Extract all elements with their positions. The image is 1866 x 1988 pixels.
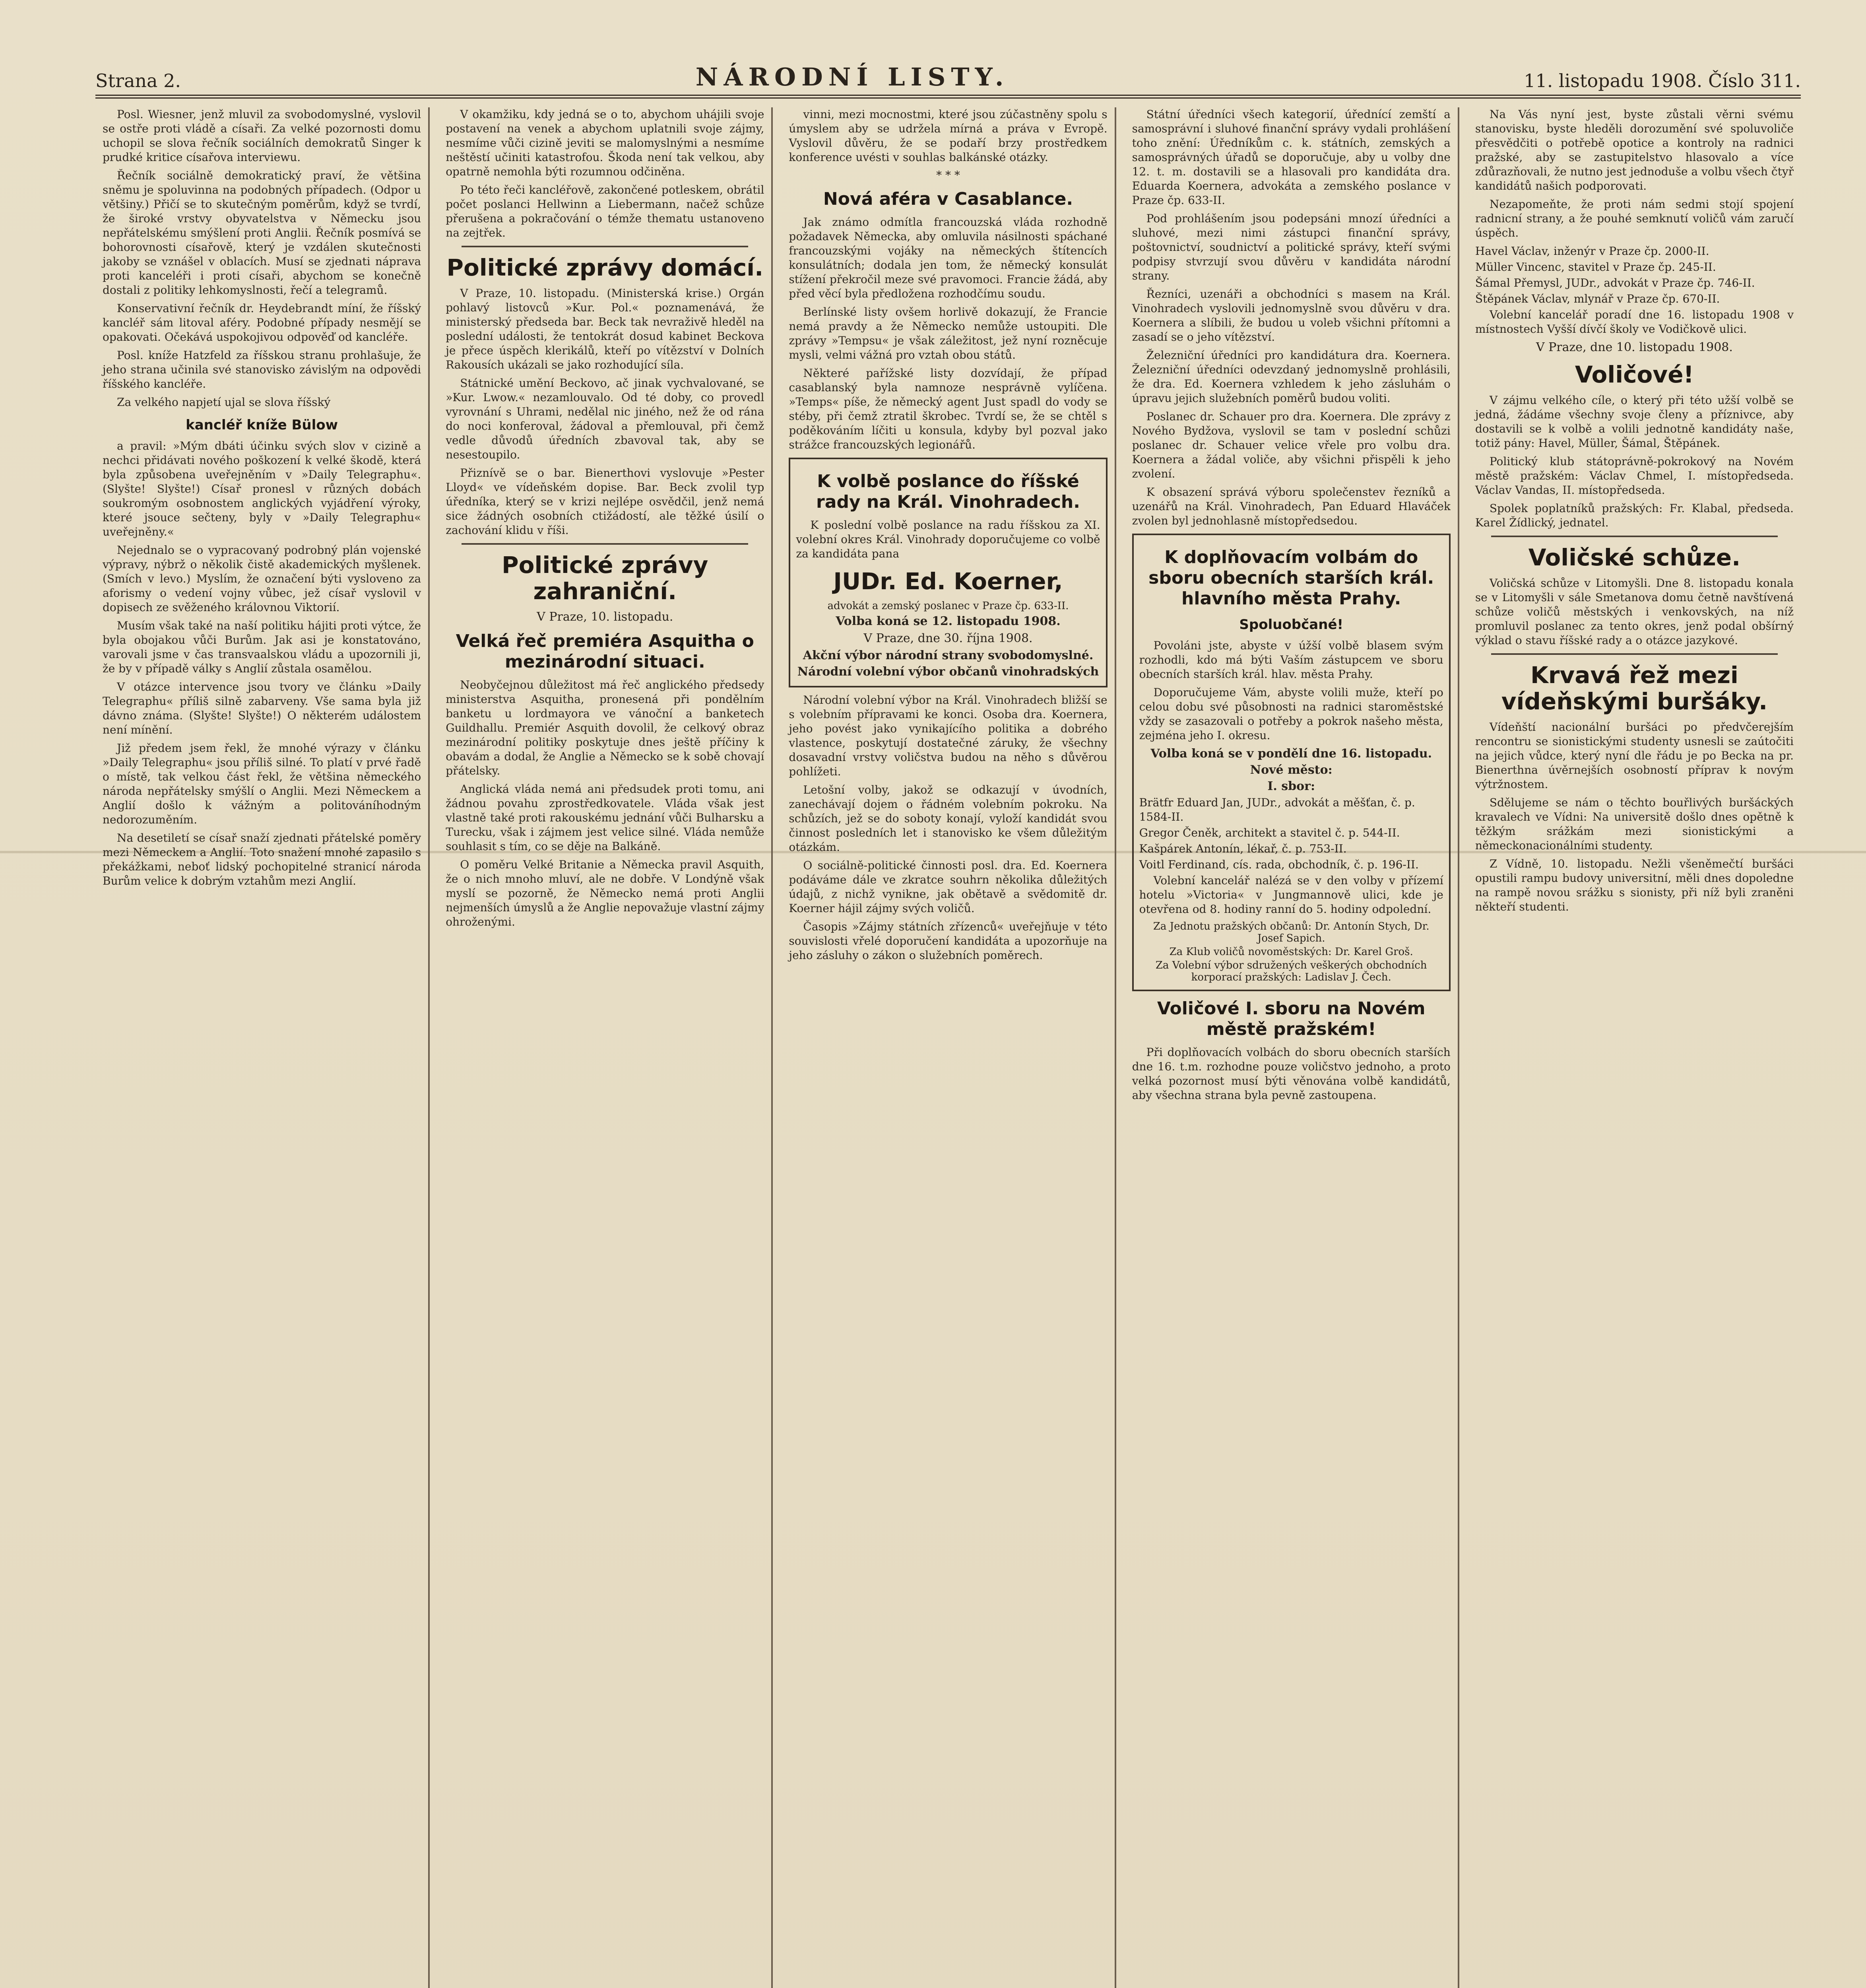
article-paragraph: Jak známo odmítla francouzská vláda rozhodně požadavek Německa, aby omluvila násilnosti spáchané francouzskými vojáky na německých štítencích konsulátních; dodala jen tom, že německý konsulát stížení překročil meze své pravomoci. Francie žádá, aby před věcí byla předložena rozhodčímu soudu. bbox=[789, 215, 1108, 300]
article-paragraph: V otázce intervence jsou tvory ve článku »Daily Telegraphu« příliš silně zabarveny. Vše sama byla již dávno známa. (Slyšte! Slyšte!) O některém událostem není mínění. bbox=[103, 680, 421, 736]
advert-text: Volební kancelář nalézá se v den volby v přízemí hotelu »Victoria« v Jungmannově ulici, kde je otevřena od 8. hodiny ranní do 5. hodiny odpolední. bbox=[1139, 874, 1443, 916]
article-paragraph: Politický klub státoprávně-pokrokový na Novém městě pražském: Václav Chmel, I. místopředseda. Václav Vandas, II. místopředseda. bbox=[1475, 455, 1794, 497]
article-paragraph: Státní úředníci všech kategorií, úřednící zemští a samosprávní i sluhové finanční správy vydali prohlášení toho znění: Úředníkům c. k. státních, zemských a samosprávných úřadů se doporučuje, aby u volby dne 12. t. m. dostavili se a hlasovali pro kandidáta dra. Eduarda Koernera, advokáta a zemského poslance v Praze čp. 633-II. bbox=[1132, 108, 1451, 207]
column-5 bbox=[1468, 107, 1801, 1988]
article-paragraph: vinni, mezi mocnostmi, které jsou zúčastněny spolu s úmyslem aby se udržela mírná a práva v Evropě. Vyslovil důvěru, že se podaří brzy prostředkem konference uvésti v souhlas balkánské otázky. bbox=[789, 108, 1108, 164]
advert-heading: K volbě poslance do říšské rady na Král. Vinohradech. bbox=[816, 471, 1080, 512]
candidate-title: advokát a zemský poslanec v Praze čp. 633-II. bbox=[827, 600, 1069, 612]
article-heading: Nová aféra v Casablance. bbox=[823, 189, 1073, 209]
article-paragraph: Pod prohlášením jsou podepsáni mnozí úředníci a sluhové, mezi nimi zástupci finanční správy, poštovnictví, soudnictví a politické správy, kteří svými podpisy stvrzují svou důvěru v kandidáta národní strany. bbox=[1132, 212, 1451, 282]
advert-salutation: Spoluobčané! bbox=[1239, 617, 1344, 633]
article-paragraph: Po této řeči kancléřově, zakončené potleskem, obrátil počet poslanci Hellwinn a Liebermann, načež schůze přerušena a pokračování o témže thematu ustanoveno na zejtřek. bbox=[446, 183, 764, 239]
committee-signature: Národní volební výbor občanů vinohradských bbox=[797, 665, 1099, 679]
advert-text: Povoláni jste, abyste v úžší volbě blasem svým rozhodli, kdo má býti Vaším zástupcem ve sboru obecních starších král. hlav. města Prahy. bbox=[1139, 639, 1443, 681]
column-2 bbox=[438, 107, 773, 1988]
signature-block: Za Klub voličů novoměstských: Dr. Karel Groš. bbox=[1169, 946, 1413, 958]
article-paragraph: Řečník sociálně demokratický praví, že většina sněmu je spoluvinna na podobných případech. (Odpor u většiny.) Přičí se to skutečným poměrům, když se tvrdí, že široké vrstvy obyvatelstva v Německu jsou nepřátelskému smýšlení proti Anglii. Řečník posmívá se bohorovnosti císařově, který je vzdálen skutečnosti jakoby se vznášel v oblacích. Musí se zjednati náprava proti kanceléři i proti císaři, abychom se konečně dostali z politiky lehkomyslnosti, řečí a telegramů. bbox=[103, 169, 421, 297]
candidate-entry: Gregor Čeněk, architekt a stavitel č. p. 544-II. bbox=[1139, 826, 1400, 839]
candidate-entry: Šámal Přemysl, JUDr., advokát v Praze čp. 746-II. bbox=[1475, 276, 1755, 289]
section-heading: Politické zprávy domácí. bbox=[446, 254, 764, 281]
signature-block: Za Volební výbor sdružených veškerých obchodních korporací pražských: Ladislav J. Čech. bbox=[1155, 959, 1427, 983]
municipal-election-advert bbox=[1132, 534, 1451, 991]
article-paragraph: Již předem jsem řekl, že mnohé výrazy v článku »Daily Telegraphu« jsou příliš silné. To platí v prvé řadě o místě, tak velkou část řekl, že většina německého národa nepřátelsky smýšlí o Anglii. Mezi Německem a Anglií došlo k vážným a politováníhodným nedorozuměním. bbox=[103, 742, 421, 826]
article-paragraph: V zájmu velkého cíle, o který při této užší volbě se jedná, žádáme všechny svoje členy a příznivce, aby dostavili se k volbě a volili jednotně kandidáty naše, totiž pány: Havel, Müller, Šámal, Štěpánek. bbox=[1475, 394, 1794, 450]
masthead bbox=[95, 60, 1801, 99]
section-rule bbox=[1491, 536, 1778, 537]
article-heading: Velká řeč premiéra Asquitha o mezinárodní situaci. bbox=[456, 631, 754, 672]
article-paragraph: Anglická vláda nemá ani předsudek proti tomu, ani žádnou povahu zprostředkovatele. Vláda však jest vlastně také proti rakouskému jednání vůči Bulharsku a Turecku, však i zájmem jest velice silné. Vláda nemůže souhlasit s tím, co se děje na Balkáně. bbox=[446, 782, 764, 853]
candidate-entry: Brätfr Eduard Jan, JUDr., advokát a měšťan, č. p. 1584-II. bbox=[1139, 796, 1415, 823]
column-1 bbox=[95, 107, 430, 1988]
article-paragraph: Z Vídně, 10. listopadu. Nežli všeněmečtí buršáci opustili rampu budovy universitní, měli dnes dopoledne na rampě novou srážku s sionisty, při níž byli zraněni někteří studenti. bbox=[1475, 857, 1794, 913]
article-paragraph: Letošní volby, jakož se odkazují v úvodních, zanechávají dojem o řádném volebním pokroku. Na schůzích, jež se do soboty konají, vyloží kandidát svou činnost posledních let i stanovisko ke všem důležitým otázkám. bbox=[789, 783, 1108, 854]
advert-heading: Voličové I. sboru na Novém městě pražském! bbox=[1157, 998, 1426, 1039]
article-paragraph: Na desetiletí se císař snaží zjednati přátelské poměry mezi Německem a Anglií. Toto snažení mnohé zapasilo s překážkami, neboť lidský pochopitelné stranicí národa Burům velice k dobrým vztahům mezi Anglií. bbox=[103, 831, 421, 887]
columns bbox=[95, 107, 1801, 1988]
article-heading: Krvavá řež mezi vídeňskými buršáky. bbox=[1501, 662, 1768, 715]
article-paragraph: Volební kancelář poradí dne 16. listopadu 1908 v místnostech Vyšší dívčí školy ve Vodičkově ulici. bbox=[1475, 308, 1794, 336]
page-number: Strana 2. bbox=[95, 70, 181, 91]
dateline: V Praze, dne 10. listopadu 1908. bbox=[1536, 340, 1733, 354]
issue-date: 11. listopadu 1908. Číslo 311. bbox=[1524, 70, 1801, 91]
article-paragraph: Časopis »Zájmy státních zřízenců« uveřejňuje v této souvislosti vřelé doporučení kandidáta a upozorňuje na jeho zásluhy o zákon o služebních poměrech. bbox=[789, 920, 1108, 962]
article-paragraph: O sociálně-politické činnosti posl. dra. Ed. Koernera podáváme dále ve zkratce souhrn několika důležitých údajů, z nichž vynikne, jak obětavě a svědomitě dr. Koerner hájil zájmy svých voličů. bbox=[789, 859, 1108, 915]
section-heading: Voličské schůze. bbox=[1528, 544, 1741, 571]
election-date: Volba koná se v pondělí dne 16. listopadu. bbox=[1150, 747, 1432, 761]
district-label: Nové město: bbox=[1250, 763, 1333, 777]
candidate-name: JUDr. Ed. Koerner, bbox=[833, 568, 1063, 595]
article-paragraph: Posl. kníže Hatzfeld za říšskou stranu prohlašuje, že jeho strana učinila své stanovisko závislým na odpovědi říšského kancléře. bbox=[103, 349, 421, 390]
signature-block: Za Jednotu pražských občanů: Dr. Antonín Stych, Dr. Josef Sapich. bbox=[1153, 920, 1430, 944]
article-paragraph: Neobyčejnou důležitost má řeč anglického předsedy ministerstva Asquitha, pronesená při pondělním banketu u lordmayora ve vánoční a banketech Guildhallu. Premiér Asquith dovolil, že celkový obraz mezinárodní politiky poskytuje dnes ještě příčiny k obavám a dodal, že Anglie a Německo se k sobě chovají přátelsky. bbox=[446, 678, 764, 777]
article-paragraph: Státnické umění Beckovo, ač jinak vychvalované, se »Kur. Lwow.« nezamlouvalo. Od té doby, co provedl vyrovnání s Uhrami, nedělal nic jiného, než že od rána do noci konferoval, žádoval a přemlouval, při čemž vedle důvodů úředních zbavoval tak, aby se nesestoupilo. bbox=[446, 377, 764, 461]
article-paragraph: K obsazení správá výboru společenstev řezníků a uzenářů na Král. Vinohradech, Pan Eduard Hlaváček zvolen byl jednohlasně místopředsedou. bbox=[1132, 485, 1451, 527]
article-paragraph: Železniční úředníci pro kandidátura dra. Koernera. Železniční úředníci odevzdaný jednomyslně prohlásili, že dra. Ed. Koernera vzhledem k jeho zásluhám o úpravu jejich služebních poměrů budou voliti. bbox=[1132, 349, 1451, 405]
article-paragraph: Konservativní řečník dr. Heydebrandt míní, že říšský kancléř sám litoval aféry. Podobné případy nesmějí se opakovati. Očekává uspokojivou odpověď od kancléře. bbox=[103, 302, 421, 344]
section-rule bbox=[462, 246, 748, 247]
candidate-entry: Štěpánek Václav, mlynář v Praze čp. 670-II. bbox=[1475, 292, 1720, 305]
article-paragraph: Za velkého napjetí ujal se slova říšský bbox=[117, 396, 331, 409]
newspaper-title: NÁRODNÍ LISTY. bbox=[695, 62, 1009, 91]
advert-text: Doporučujeme Vám, abyste volili muže, kteří po celou dobu své působnosti na radnici staroměstské vždy se zasazovali o potřeby a pokrok našeho města, zejména jeho I. okresu. bbox=[1139, 686, 1443, 742]
article-paragraph: Přiznívě se o bar. Bienerthovi vyslovuje »Pester Lloyd« ve vídeňském dopise. Bar. Beck zvolil typ úředníka, který se v krizi nejlépe osvědčil, jenž nemá sice žádných osobních ctižádostí, ale těžké úsilí o zachování klidu v říši. bbox=[446, 466, 764, 537]
advert-text: K poslední volbě poslance na radu říšskou za XI. volební okres Král. Vinohrady doporučujeme co volbě za kandidáta pana bbox=[796, 518, 1100, 560]
article-paragraph: Při doplňovacích volbách do sboru obecních starších dne 16. t.m. rozhodne pouze voličstvo jednoho, a proto velká pozornost musí býti věnována volbě kandidátů, aby všechna strana byla pevně zastoupena. bbox=[1132, 1046, 1451, 1102]
speaker-heading: kancléř kníže Bülow bbox=[186, 417, 338, 433]
article-paragraph: Vídeňští nacionální buršáci po předvčerejším rencontru se sionistickými studenty usnesli se zaútočiti na jejich vůdce, který nyní dle řádu je po Becka na pr. Bienerthna úvěrnejších osobností příprav k novým výtržnostem. bbox=[1475, 720, 1794, 791]
dateline: V Praze, dne 30. října 1908. bbox=[863, 631, 1033, 645]
advert-heading: K doplňovacím volbám do sboru obecních starších král. hlavního města Prahy. bbox=[1148, 547, 1434, 609]
article-paragraph: Některé pařížské listy dozvídají, že případ casablanský byla namnoze nesprávně vylíčena. »Temps« píše, že německý agent Just spadl do vody se stéby, při čemž ztratil škrobec. Tvrdí se, že se chtěl s poděkováním líčiti u konsula, kdyby byl pozval jako strážce francouzských legionářů. bbox=[789, 367, 1108, 451]
article-paragraph: Posl. Wiesner, jenž mluvil za svobodomyslné, vyslovil se ostře proti vládě a císaři. Za velké pozornosti domu uchopil se slova řečník sociálních demokratů Singer k prudké kritice císařova interviewu. bbox=[103, 108, 421, 164]
column-4 bbox=[1125, 107, 1459, 1988]
article-paragraph: O poměru Velké Britanie a Německa pravil Asquith, že o nich mnoho mluví, ale ne dobře. V Londýně však myslí se pozorně, že Německo nemá proti Anglii nejmenších úmyslů a že Anglie nepovažuje vlastní zájmy ohroženými. bbox=[446, 858, 764, 928]
body-label: I. sbor: bbox=[1267, 779, 1315, 793]
column-3 bbox=[782, 107, 1116, 1988]
section-heading: Politické zprávy zahraniční. bbox=[502, 551, 708, 605]
dateline: V Praze, 10. listopadu. bbox=[537, 610, 673, 624]
article-paragraph: Musím však také na naší politiku hájiti proti výtce, že byla obojakou vůči Burům. Jak asi je konstatováno, varovali jsme v čas transvaalskou vládu a upozornili ji, že by v případě války s Anglií zůstala osamělou. bbox=[103, 619, 421, 675]
candidate-entry: Müller Vincenc, stavitel v Praze čp. 245-II. bbox=[1475, 260, 1716, 274]
article-paragraph: Nezapomeňte, že proti nám sedmi stojí spojení radnicní strany, a že pouhé semknutí voličů vám zaručí úspěch. bbox=[1475, 198, 1794, 239]
separator-stars: * * * bbox=[936, 169, 960, 182]
committee-signature: Akční výbor národní strany svobodomyslné. bbox=[803, 648, 1094, 662]
candidate-entry: Havel Václav, inženýr v Praze čp. 2000-II. bbox=[1475, 245, 1709, 258]
article-paragraph: Řezníci, uzenáři a obchodníci s masem na Král. Vinohradech vyslovili jednomyslně svou důvěru v dra. Koernera a slíbili, že budou u voleb všichni přítomni a zasadí se o jeho vítězství. bbox=[1132, 287, 1451, 344]
section-rule bbox=[462, 543, 748, 545]
article-paragraph: Sdělujeme se nám o těchto bouřlivých buršáckých kravalech ve Vídni: Na universitě došlo dnes opětně k těžkým srážkám mezi sionistickými a německonacionálními studenty. bbox=[1475, 796, 1794, 852]
article-paragraph: Národní volební výbor na Král. Vinohradech bližší se s volebním přípravami ke konci. Osoba dra. Koernera, jeho povést jako vynikajícího politika a dobrého vlastence, poskytují dostatečné záruky, že všechny dosavadní vrstvy voličstva budou na něho s důvěrou pohlížeti. bbox=[789, 693, 1108, 778]
article-paragraph: a pravil: »Mým dbáti účinku svých slov v cizině a nechci přidávati nového poškození k velké škodě, která byla způsobena uveřejněním v »Daily Telegraphu«. (Slyšte! Slyšte!) Císař pronesl v různých dobách soukromým osobnostem anglických vyjádření výroky, které jsouce sečteny, byly v »Daily Telegraphu« uveřejněny.« bbox=[103, 439, 421, 538]
article-paragraph: Poslanec dr. Schauer pro dra. Koernera. Dle zprávy z Nového Bydžova, vyslovil se tam v poslední schůzi poslanec dr. Schauer velice vřele pro volbu dra. Koernera a žádal voliče, aby všichni přispěli k jeho zvolení. bbox=[1132, 410, 1451, 480]
article-paragraph: Nejednalo se o vypracovaný podrobný plán vojenské výpravy, nýbrž o několik čistě akademických myšlenek. (Smích v levo.) Myslím, že označení býti vysloveno za aforismy o vedení vojny vůbec, jež císař vyslovil v dopisech ze svěženého královnou Viktorií. bbox=[103, 544, 421, 614]
candidate-entry: Voitl Ferdinand, cís. rada, obchodník, č. p. 196-II. bbox=[1139, 858, 1419, 871]
candidate-entry: Kašpárek Antonín, lékař, č. p. 753-II. bbox=[1139, 842, 1347, 855]
article-paragraph: Berlínské listy ovšem horlivě dokazují, že Francie nemá pravdy a že Německo nemůže ustoupiti. Dle zprávy »Tempsu« je však záležitost, jež nyní rozněcuje mysli, velmi vážná pro vztah obou států. bbox=[789, 305, 1108, 361]
election-date: Volba koná se 12. listopadu 1908. bbox=[836, 614, 1061, 628]
section-rule bbox=[1491, 653, 1778, 655]
section-heading: Voličové! bbox=[1575, 361, 1694, 388]
election-advert bbox=[789, 458, 1107, 687]
article-paragraph: V okamžiku, kdy jedná se o to, abychom uhájili svoje postavení na venek a abychom uplatnili svoje zájmy, nesmíme vůči cizině jeviti se malomyslnými a nesmíme neštěstí učiniti katastrofou. Škoda není tak velkou, aby opatrně nemohla býti rozumnou odčiněna. bbox=[446, 108, 764, 178]
article-paragraph: Voličská schůze v Litomyšli. Dne 8. listopadu konala se v Litomyšli v sále Smetanova domu četně navštívená schůze voličů městských i venkovských, na níž promluvil poslanec za tento okres, jenž podal obšírný výklad o stavu říšské rady a o otázce jazykové. bbox=[1475, 577, 1794, 647]
article-paragraph: V Praze, 10. listopadu. (Ministerská krise.) Orgán pohlavý listovců »Kur. Pol.« poznamenává, že ministerský předseda bar. Beck tak nevraživě hleděl na poslední události, že tentokrát dosud kabinet Beckova je přece úspěch klerikálů, kteří po vítězství v Dolních Rakousích ukázali se jako rozhodující síla. bbox=[446, 287, 764, 371]
article-paragraph: Spolek poplatníků pražských: Fr. Klabal, předseda. Karel Žídlický, jednatel. bbox=[1475, 502, 1794, 529]
article-paragraph: Na Vás nyní jest, byste zůstali věrni svému stanovisku, byste hleděli dorozumění své spoluvoliče přesvědčiti o potřebě opotice a kontroly na radnici pražské, aby se zastupitelstvo hlasovalo a více zdůrazňovali, že nutno jest jednoduše a volbu všech čtyř kandidátů našich podporovati. bbox=[1475, 108, 1794, 192]
